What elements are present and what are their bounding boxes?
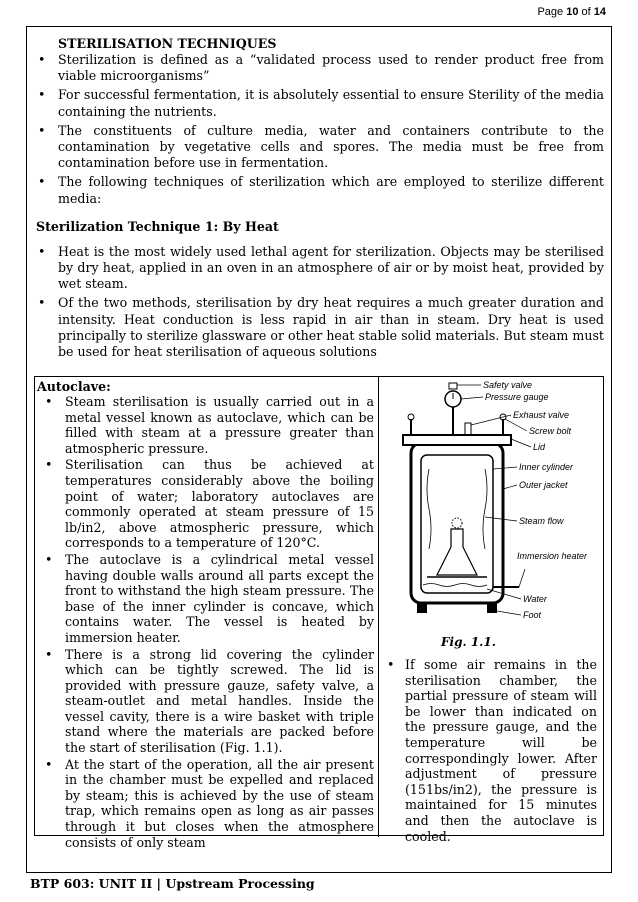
page-number: Page 10 of 14: [537, 6, 606, 18]
list-item: • The following techniques of sterilization which are employed to sterilize different media:: [38, 174, 604, 206]
label-exhaust-valve: Exhaust valve: [513, 410, 570, 420]
safety-valve-icon: [449, 383, 457, 389]
section-title: STERILISATION TECHNIQUES: [58, 36, 277, 51]
list-item: • Sterilisation can thus be achieved at temperatures considerably above the boiling point of water; laboratory autoclaves are commonly operated at steam pressure of 15 lb/in2, above atmospheric pressure, which corresponds to a temperature of 120°C.: [45, 457, 374, 551]
list-item: • For successful fermentation, it is absolutely essential to ensure Sterility of the media containing the nutrients.: [38, 87, 604, 119]
list-item: • Sterilization is defined as a “validated process used to render product free from viable microorganisms”: [38, 52, 604, 84]
intro-section: [34, 36, 604, 363]
label-foot: Foot: [523, 610, 542, 620]
bullet-icon: •: [38, 52, 46, 67]
bullet-icon: •: [45, 551, 53, 567]
steam-flow-left: [427, 469, 431, 549]
cotton-plug-icon: [452, 518, 462, 528]
label-immersion-heater: Immersion heater: [517, 551, 588, 561]
list-item: • The constituents of culture media, water and containers contribute to the contamination by vegetative cells and spores. The media must be free from contamination before use in fermentation.: [38, 122, 604, 171]
list-item: • Of the two methods, sterilisation by dry heat requires a much greater duration and intensity. Heat conduction is less rapid in air than in steam. Dry heat is used principally to sterilize glassware or other heat stable solid materials. But steam must be used for heat sterilisation of aqueous solutions: [38, 295, 604, 360]
autoclave-figure: [389, 379, 599, 649]
lid-shape: [403, 435, 511, 445]
list-item: • At the start of the operation, all the air present in the chamber must be expelled and replaced by steam; this is achieved by the use of steam trap, which remains open as long as air passes through it but closes when the atmosphere consists of only steam: [45, 756, 374, 850]
leader-line: [497, 611, 521, 615]
water-line: [423, 584, 487, 587]
exhaust-valve-icon: [465, 423, 471, 435]
bullet-icon: •: [45, 457, 53, 473]
foot-left: [417, 603, 427, 613]
label-safety-valve: Safety valve: [483, 380, 533, 390]
page-footer: BTP 603: UNIT II | Upstream Processing: [30, 876, 315, 891]
leader-line: [503, 485, 517, 489]
list-item: • There is a strong lid covering the cylinder which can be tightly screwed. The lid is provided with pressure gauze, safety valve, a steam-outlet and metal handles. Inside the vessel cavity, there is a wire basket with triple stand where the materials are packed before the start of sterilisation (Fig. 1.1).: [45, 646, 374, 756]
label-water: Water: [523, 594, 547, 604]
leader-line: [461, 397, 483, 399]
list-item: • Heat is the most widely used lethal agent for sterilization. Objects may be sterilised by dry heat, applied in an oven in an atmosphere of air or by moist heat, provided by wet steam.: [38, 243, 604, 292]
bullet-icon: •: [38, 122, 46, 138]
bullet-icon: •: [45, 756, 53, 772]
figure-column: [381, 377, 603, 844]
flask-icon: [437, 529, 477, 575]
list-item: • Steam sterilisation is usually carried out in a metal vessel known as autoclave, which can be filled with steam at a pressure greater than atmospheric pressure.: [45, 394, 374, 456]
foot-right: [487, 603, 497, 613]
list-item: • The autoclave is a cylindrical metal vessel having double walls around all parts except the front to withstand the high steam pressure. The base of the inner cylinder is concave, which contains water. The vessel is heated by immersion heater.: [45, 551, 374, 645]
bullet-icon: •: [45, 646, 53, 662]
leader-line: [519, 569, 525, 587]
bullet-icon: •: [45, 394, 53, 409]
leader-line: [485, 517, 517, 521]
label-screw-bolt: Screw bolt: [529, 426, 572, 436]
label-inner-cylinder: Inner cylinder: [519, 462, 574, 472]
autoclave-title: Autoclave:: [37, 379, 111, 394]
leader-line: [493, 467, 517, 469]
leader-line: [471, 415, 511, 425]
label-pressure-gauge: Pressure gauge: [485, 392, 549, 402]
figure-caption: Fig. 1.1.: [441, 635, 496, 649]
label-steam-flow: Steam flow: [519, 516, 564, 526]
label-outer-jacket: Outer jacket: [519, 480, 568, 490]
autoclave-box: [34, 376, 604, 850]
steam-flow-right: [483, 469, 487, 549]
bullet-icon: •: [387, 657, 395, 672]
outer-jacket-shape: [411, 443, 503, 603]
bullet-icon: •: [38, 174, 46, 190]
technique-heading: Sterilization Technique 1: By Heat: [36, 218, 279, 234]
leader-line: [505, 419, 527, 431]
inner-cylinder-shape: [421, 455, 493, 593]
autoclave-diagram: [389, 379, 599, 635]
bullet-icon: •: [38, 87, 46, 103]
list-item: • If some air remains in the sterilisation chamber, the partial pressure of steam will be lower than indicated on the pressure gauge, and the temperature will be correspondingly lower. After adjustment of pressure (151bs/in2), the pressure is maintained for 15 minutes and then the autoclave is cooled.: [387, 657, 597, 844]
bullet-icon: •: [38, 295, 46, 311]
right-bullet-section: [383, 657, 597, 847]
label-lid: Lid: [533, 442, 546, 452]
autoclave-text-column: [35, 377, 379, 850]
bullet-icon: •: [38, 243, 46, 259]
leader-line: [511, 439, 531, 447]
